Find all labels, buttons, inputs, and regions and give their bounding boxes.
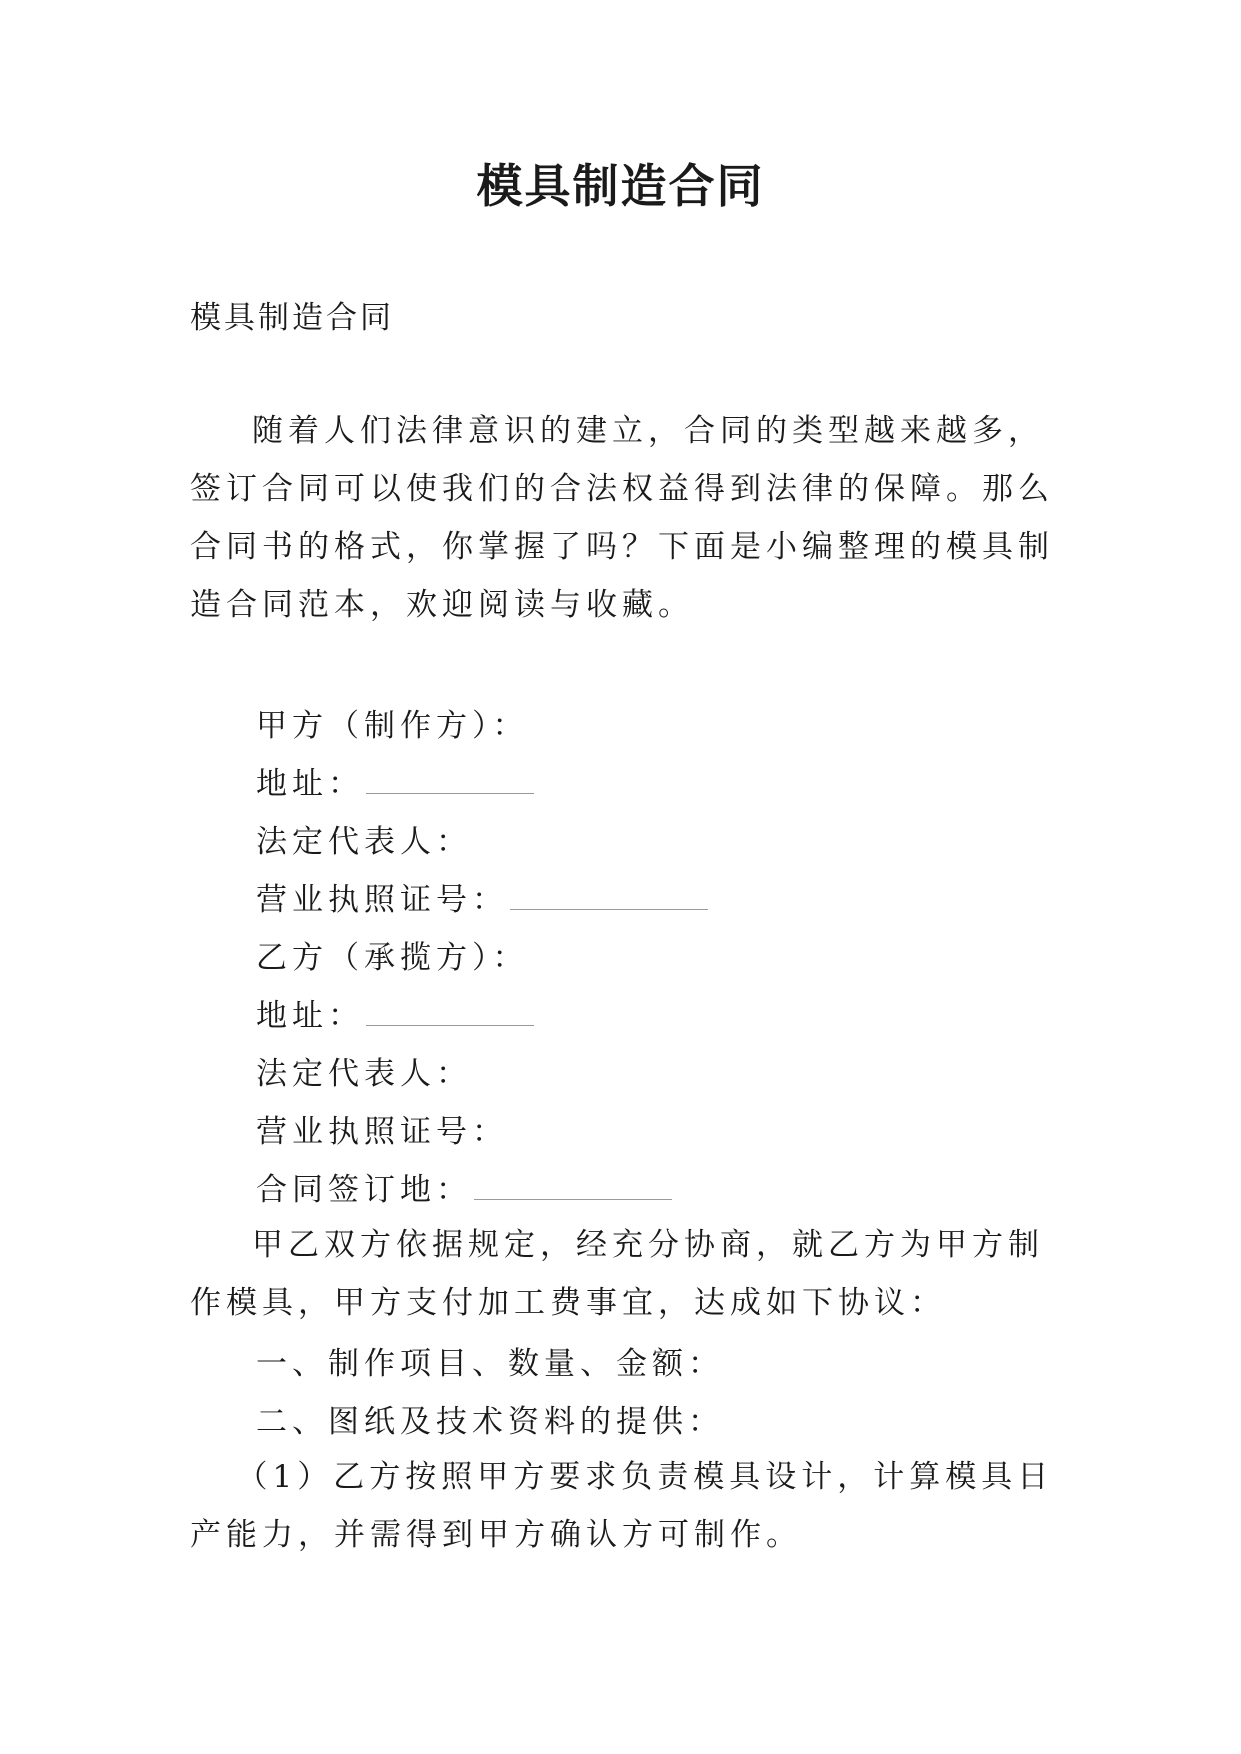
party-a-license-line xyxy=(256,874,708,919)
party-b-legal-rep-label: 法定代表人： xyxy=(256,1056,472,1092)
party-b-heading-text: 乙方（承揽方）： xyxy=(256,940,529,976)
document-label: 模具制造合同 xyxy=(190,300,394,336)
party-b-license-line xyxy=(256,1106,508,1151)
party-a-heading-text: 甲方（制作方）： xyxy=(256,708,529,744)
party-a-license-label: 营业执照证号： xyxy=(256,882,508,918)
clause-2-1-paragraph: （1）乙方按照甲方要求负责模具设计，计算模具日产能力，并需得到甲方确认方可制作。 xyxy=(190,1459,1054,1553)
party-b-address-label: 地址： xyxy=(256,998,364,1034)
party-b-legal-rep-line xyxy=(256,1048,472,1093)
clause-2 xyxy=(256,1396,724,1441)
sign-place-line xyxy=(256,1164,672,1209)
clause-1-text: 一、制作项目、数量、金额： xyxy=(256,1346,724,1382)
party-a-address-line xyxy=(256,758,534,803)
sign-place-label: 合同签订地： xyxy=(256,1172,472,1208)
party-a-legal-rep-line xyxy=(256,816,472,861)
agreement-paragraph: 甲乙双方依据规定，经充分协商，就乙方为甲方制作模具，甲方支付加工费事宜，达成如下协议： xyxy=(190,1227,1044,1321)
party-a-address-label: 地址： xyxy=(256,766,364,802)
intro-paragraph: 随着人们法律意识的建立，合同的类型越来越多，签订合同可以使我们的合法权益得到法律的保障。那么合同书的格式，你掌握了吗？下面是小编整理的模具制造合同范本，欢迎阅读与收藏。 xyxy=(190,413,1054,623)
clause-2-text: 二、图纸及技术资料的提供： xyxy=(256,1404,724,1440)
party-a-legal-rep-label: 法定代表人： xyxy=(256,824,472,860)
sign-place-blank xyxy=(474,1175,672,1200)
party-b-license-label: 营业执照证号： xyxy=(256,1114,508,1150)
document-title: 模具制造合同 xyxy=(476,159,765,213)
party-b-address-line xyxy=(256,990,534,1035)
party-a-address-blank xyxy=(366,769,534,794)
party-b-heading xyxy=(256,932,529,977)
clause-1 xyxy=(256,1338,724,1383)
party-a-license-blank xyxy=(510,885,708,910)
party-a-heading xyxy=(256,700,529,745)
party-b-address-blank xyxy=(366,1001,534,1026)
